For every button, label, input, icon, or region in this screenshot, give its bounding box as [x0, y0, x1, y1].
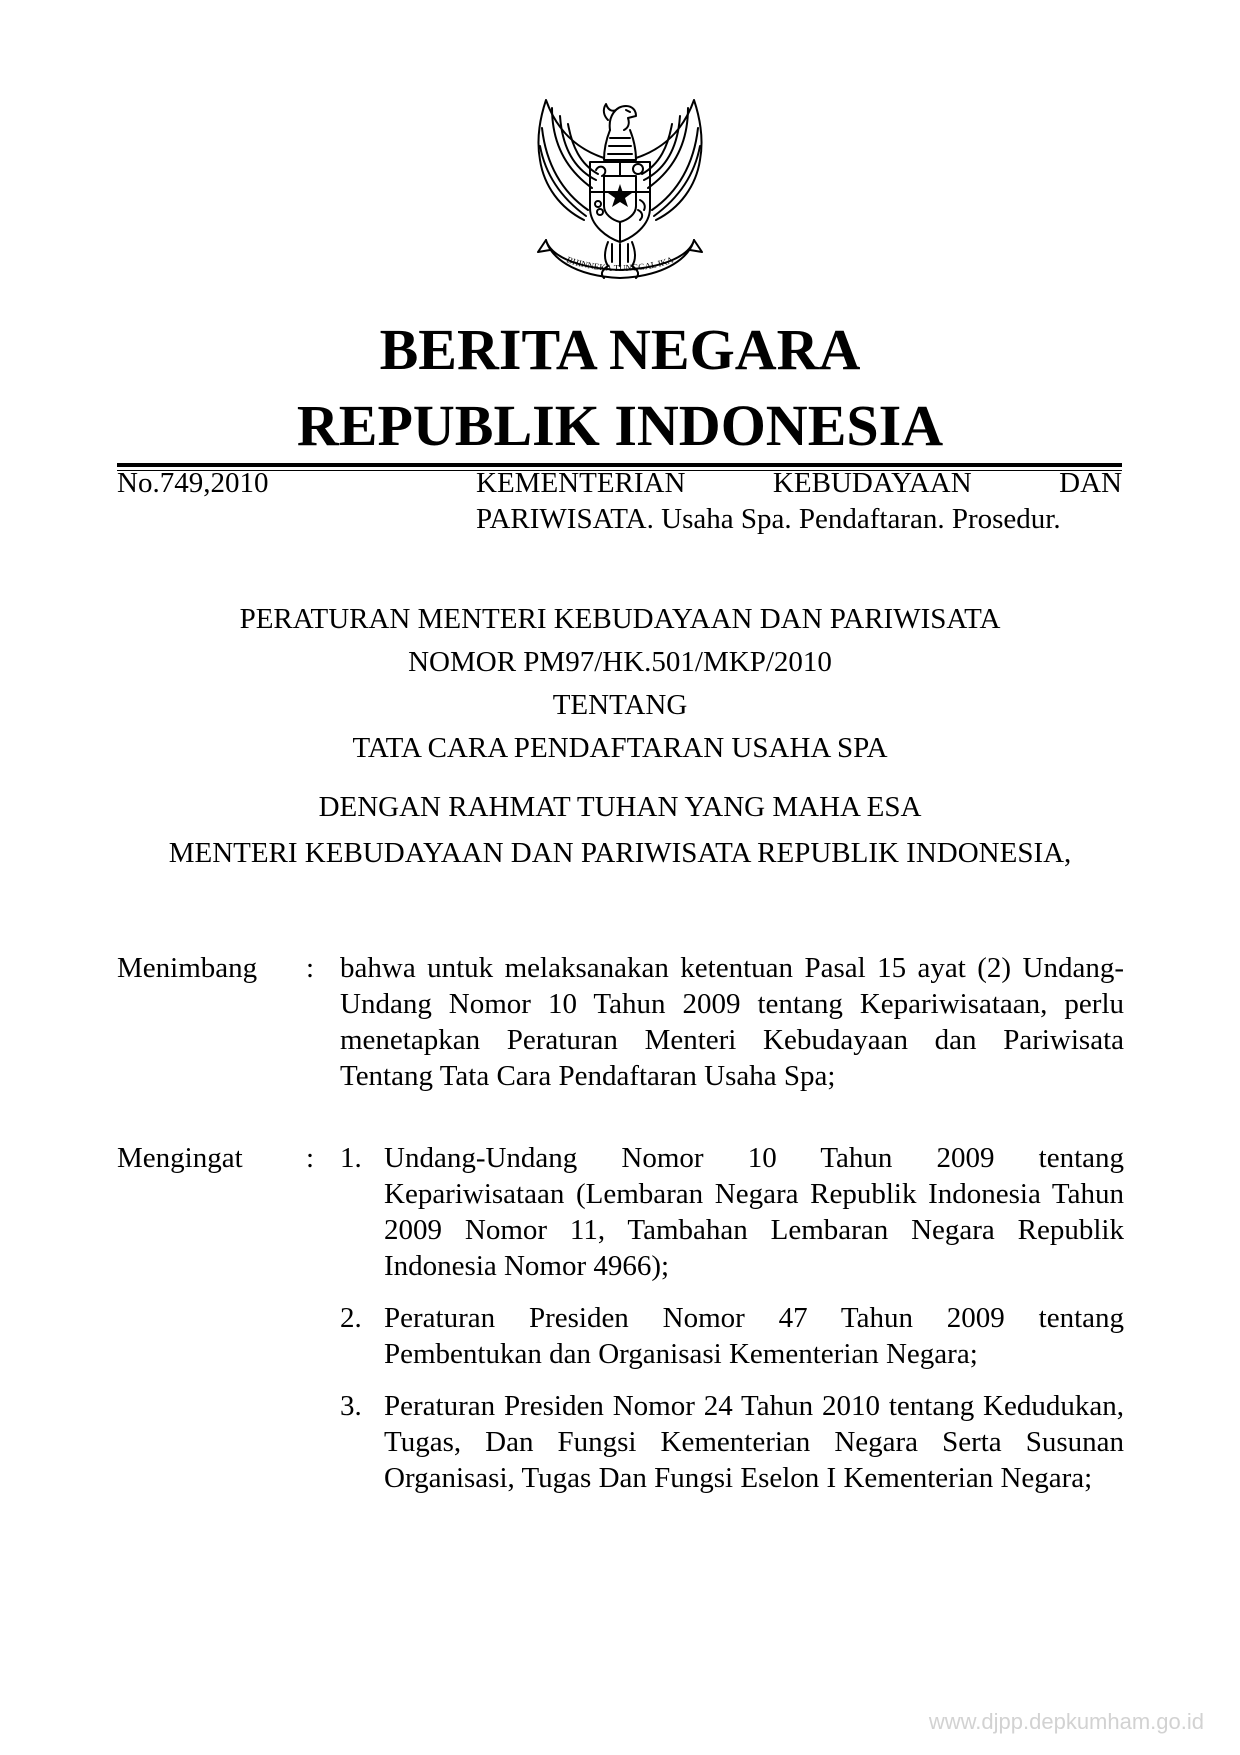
title-line: TATA CARA PENDAFTARAN USAHA SPA — [352, 732, 888, 764]
title-line: TENTANG — [552, 689, 688, 721]
emblem-motto: BHINNEKA TUNGGAL IKA — [565, 254, 675, 274]
mengingat-label: Mengingat — [117, 1142, 243, 1174]
issuer-word: KEBUDAYAAN — [772, 467, 972, 499]
issuer-line-2: PARIWISATA. Usaha Spa. Pendaftaran. Prosedur. — [476, 503, 1061, 535]
menimbang-colon: : — [306, 952, 315, 984]
menimbang-text: bahwa untuk melaksanakan ketentuan Pasal 15 ayat (2) Undang-Undang Nomor 10 Tahun 2009 tentang Kepariwisataan, perlu menetapkan Peraturan Menteri Kebudayaan dan Pariwisata Tentang Tata Cara Pendaftaran Usaha Spa; — [340, 952, 1124, 1092]
preamble-line: MENTERI KEBUDAYAAN DAN PARIWISATA REPUBLIK INDONESIA, — [168, 837, 1072, 869]
masthead-subtitle: REPUBLIK INDONESIA — [296, 393, 944, 458]
title-line: PERATURAN MENTERI KEBUDAYAAN DAN PARIWISATA — [239, 603, 1001, 635]
title-line: NOMOR PM97/HK.501/MKP/2010 — [408, 646, 832, 678]
menimbang-label: Menimbang — [117, 952, 258, 984]
garuda-pancasila-emblem-icon — [512, 80, 728, 296]
issuer-line-1 — [476, 465, 1122, 501]
mengingat-colon: : — [306, 1142, 315, 1174]
mengingat-item-number: 1. — [340, 1142, 362, 1174]
document-number: No.749,2010 — [117, 467, 269, 499]
masthead-title: BERITA NEGARA — [379, 317, 861, 382]
mengingat-item-number: 2. — [340, 1302, 362, 1334]
issuer-word: KEMENTERIAN — [476, 467, 686, 499]
mengingat-item-number: 3. — [340, 1390, 362, 1422]
issuer-word: DAN — [1059, 467, 1122, 499]
preamble-line: DENGAN RAHMAT TUHAN YANG MAHA ESA — [318, 791, 922, 823]
preamble — [0, 784, 1240, 876]
source-watermark: www.djpp.depkumham.go.id — [928, 1709, 1204, 1734]
mengingat-item-text: Peraturan Presiden Nomor 47 Tahun 2009 tentang Pembentukan dan Organisasi Kementerian Negara; — [384, 1302, 1124, 1370]
issuer-block — [476, 465, 1122, 537]
mengingat-item-text: Peraturan Presiden Nomor 24 Tahun 2010 tentang Kedudukan, Tugas, Dan Fungsi Kementerian Negara Serta Susunan Organisasi, Tugas Dan Fungsi Eselon I Kementerian Negara; — [384, 1390, 1124, 1494]
mengingat-item-text: Undang-Undang Nomor 10 Tahun 2009 tentang Kepariwisataan (Lembaran Negara Republik Indonesia Tahun 2009 Nomor 11, Tambahan Lembaran Negara Republik Indonesia Nomor 4966); — [384, 1142, 1124, 1282]
regulation-title — [0, 598, 1240, 770]
